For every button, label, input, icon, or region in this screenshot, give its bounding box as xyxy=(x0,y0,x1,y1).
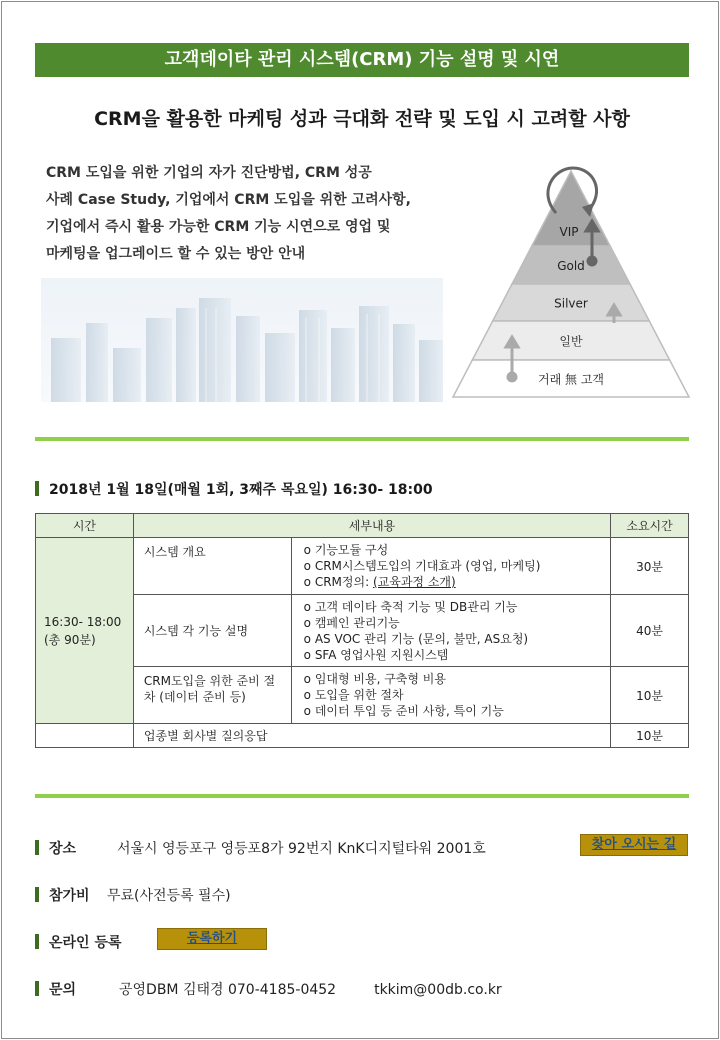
header-details: 세부내용 xyxy=(133,514,610,538)
table-header-row xyxy=(36,514,689,538)
detail-item: o CRM시스템도입의 기대효과 (영업, 마케팅) xyxy=(304,558,600,574)
header-duration: 소요시간 xyxy=(611,514,689,538)
pyramid-level-label: Gold xyxy=(557,259,585,273)
register-button[interactable]: 등록하기 xyxy=(157,928,267,950)
course-intro-link[interactable]: (교육과정 소개) xyxy=(372,575,456,589)
detail-item: o 고객 데이타 축적 기능 및 DB관리 기능 xyxy=(304,599,600,615)
schedule-date: 2018년 1월 18일(매월 1회, 3째주 목요일) 16:30- 18:00 xyxy=(49,482,433,498)
detail-item: o 도입을 위한 절차 xyxy=(304,687,600,703)
city-skyline-image xyxy=(41,278,443,402)
fee-value: 무료(사전등록 필수) xyxy=(107,888,231,904)
intro-line: CRM 도입을 위한 기업의 자가 진단방법, CRM 성공 xyxy=(46,165,372,181)
heading-bar xyxy=(35,840,39,855)
directions-button[interactable]: 찾아 오시는 길 xyxy=(580,834,688,856)
online-label: 온라인 등록 xyxy=(49,935,122,951)
details-cell xyxy=(291,538,610,595)
table-row xyxy=(36,667,689,724)
topic-cell: CRM도입을 위한 준비 절차 (데이터 준비 등) xyxy=(133,667,291,724)
dot-icon xyxy=(588,257,596,265)
time-total: (총 90분) xyxy=(44,632,96,647)
heading-bar xyxy=(35,981,39,996)
title-banner: 고객데이타 관리 시스템(CRM) 기능 설명 및 시연 xyxy=(35,43,689,77)
intro-line: 사례 Case Study, 기업에서 CRM 도입을 위한 고려사항, xyxy=(46,192,411,208)
details-cell xyxy=(291,667,610,724)
pyramid-level-label: 일반 xyxy=(559,334,583,349)
intro-line: 기업에서 즉시 활용 가능한 CRM 기능 시연으로 영업 및 xyxy=(46,219,391,235)
details-cell xyxy=(291,595,610,667)
fee-row xyxy=(35,885,231,905)
customer-pyramid-diagram xyxy=(448,163,694,400)
schedule-table xyxy=(35,513,689,748)
section-divider xyxy=(35,794,689,798)
schedule-heading xyxy=(35,479,433,499)
table-row xyxy=(36,724,689,748)
intro-line: 마케팅을 업그레이드 할 수 있는 방안 안내 xyxy=(46,246,306,262)
venue-row xyxy=(35,838,486,858)
online-row xyxy=(35,932,122,952)
pyramid-level-label: Silver xyxy=(554,296,588,311)
venue-address: 서울시 영등포구 영등포8가 92번지 KnK디지털타워 2001호 xyxy=(117,841,486,857)
detail-item: o 데이터 투입 등 준비 사항, 특이 기능 xyxy=(304,703,600,719)
topic-cell: 시스템 각 기능 설명 xyxy=(133,595,291,667)
contact-email[interactable]: tkkim@00db.co.kr xyxy=(374,982,502,998)
venue-label: 장소 xyxy=(49,841,77,857)
section-divider xyxy=(35,437,689,441)
contact-label: 문의 xyxy=(49,982,77,998)
table-row xyxy=(36,538,689,595)
contact-row xyxy=(35,979,502,999)
dot-icon xyxy=(508,373,516,381)
heading-bar xyxy=(35,934,39,949)
time-range: 16:30- 18:00 xyxy=(44,614,122,629)
detail-item: o AS VOC 관리 기능 (문의, 불만, AS요청) xyxy=(304,631,600,647)
empty-time-cell xyxy=(36,724,134,748)
time-cell xyxy=(36,538,134,724)
pyramid-level-label: 거래 無 고객 xyxy=(538,372,604,387)
detail-item: o SFA 영업사원 지원시스템 xyxy=(304,647,600,663)
detail-item: o 캠페인 관리기능 xyxy=(304,615,600,631)
detail-item: o 임대형 비용, 구축형 비용 xyxy=(304,671,600,687)
fee-label: 참가비 xyxy=(49,888,90,904)
duration-cell: 10분 xyxy=(611,667,689,724)
detail-item: o 기능모듈 구성 xyxy=(304,542,600,558)
topic-cell: 시스템 개요 xyxy=(133,538,291,595)
detail-text: CRM정의: xyxy=(314,575,370,589)
table-row xyxy=(36,595,689,667)
heading-bar xyxy=(35,887,39,902)
topic-cell: 업종별 회사별 질의응답 xyxy=(133,724,610,748)
intro-text xyxy=(46,160,466,268)
contact-value: 공영DBM 김태경 070-4185-0452 xyxy=(119,982,337,998)
header-time: 시간 xyxy=(36,514,134,538)
pyramid-level-label: VIP xyxy=(559,225,579,239)
duration-cell: 40분 xyxy=(611,595,689,667)
subtitle: CRM을 활용한 마케팅 성과 극대화 전략 및 도입 시 고려할 사항 xyxy=(94,108,630,130)
duration-cell: 30분 xyxy=(611,538,689,595)
heading-bar xyxy=(35,481,39,496)
detail-item xyxy=(304,574,600,590)
duration-cell: 10분 xyxy=(611,724,689,748)
